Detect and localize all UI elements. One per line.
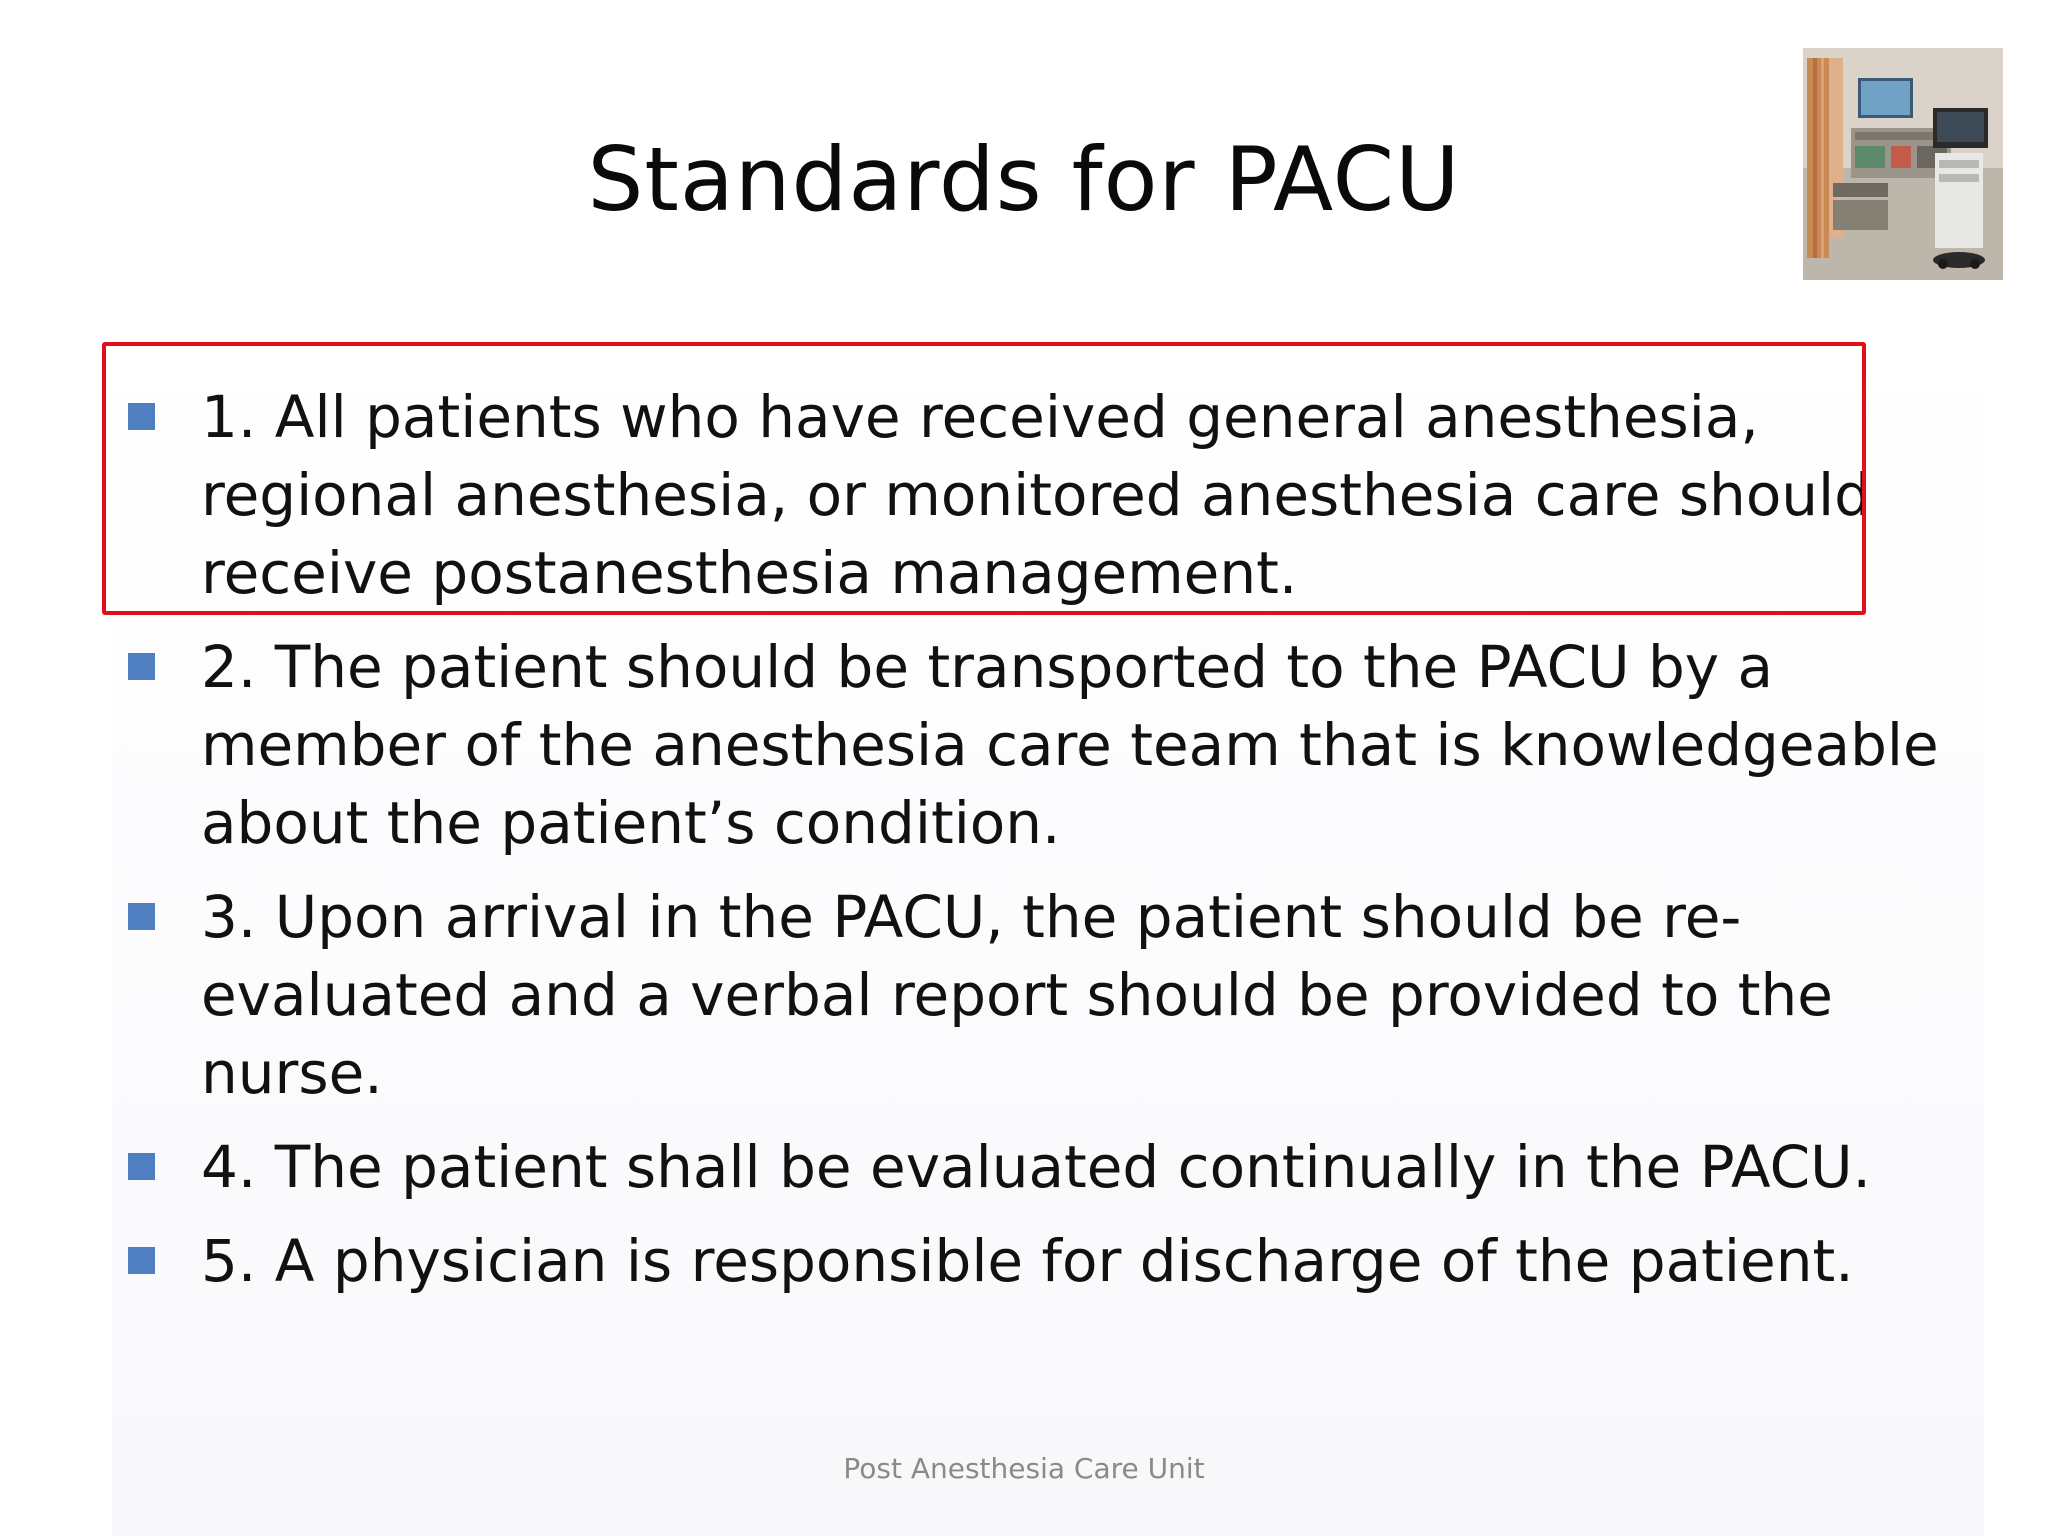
bullet-line: 1. All patients who have received general anesthesia, [201, 383, 1759, 451]
bullet-line: 4. The patient shall be evaluated continually in the PACU. [201, 1133, 1871, 1201]
bullet-line: member of the anesthesia care team that is knowledgeable [201, 711, 1939, 779]
bullet-line: nurse. [201, 1039, 383, 1107]
bullet-line: evaluated and a verbal report should be provided to the [201, 961, 1833, 1029]
bullet-line: 2. The patient should be transported to the PACU by a [201, 633, 1774, 701]
bullet-text [201, 628, 1961, 862]
bullet-square-icon [128, 1247, 155, 1274]
bullet-line: receive postanesthesia management. [201, 539, 1298, 607]
slide-footer: Post Anesthesia Care Unit [843, 1452, 1205, 1485]
highlight-annotation-box [102, 342, 1866, 615]
bullet-square-icon [128, 903, 155, 930]
bullet-square-icon [128, 653, 155, 680]
bullet-text [201, 1222, 1961, 1300]
bullet-line: about the patient’s condition. [201, 789, 1061, 857]
bullet-text [201, 1128, 1961, 1206]
bullet-line: regional anesthesia, or monitored anesthesia care should [201, 461, 1871, 529]
slide-title: Standards for PACU [587, 128, 1461, 231]
bullet-line: 5. A physician is responsible for discharge of the patient. [201, 1227, 1854, 1295]
bullet-text [201, 878, 1961, 1112]
bullet-square-icon [128, 1153, 155, 1180]
bullet-line: 3. Upon arrival in the PACU, the patient should be re- [201, 883, 1742, 951]
